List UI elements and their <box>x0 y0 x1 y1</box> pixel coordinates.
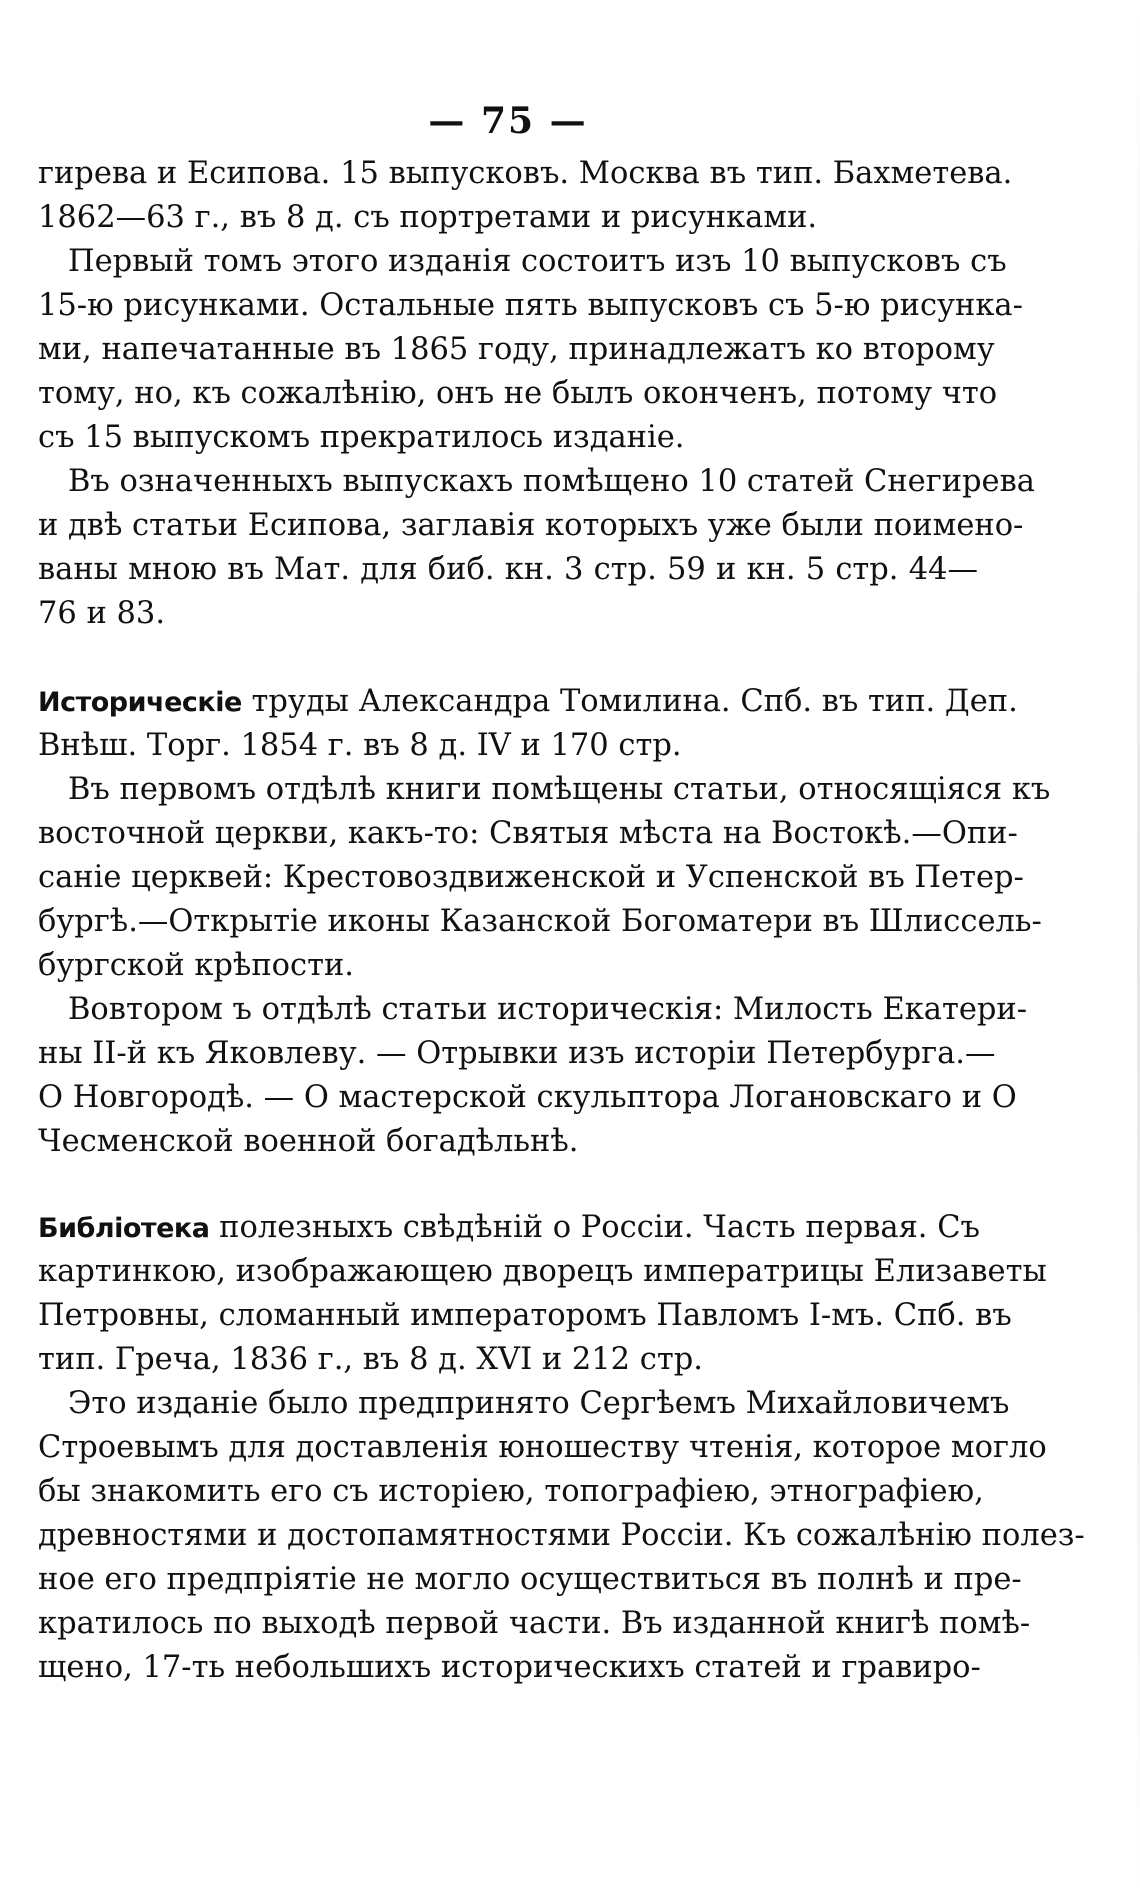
text-line: ваны мною въ Мат. для биб. кн. 3 стр. 59 и кн. 5 стр. 44— <box>38 552 978 587</box>
text-line: ное его предпріятіе не могло осуществиться въ полнѣ и пре- <box>38 1562 1022 1597</box>
text-line: ны ІІ-й къ Яковлеву. — Отрывки изъ исторіи Петербурга.— <box>38 1036 996 1071</box>
text-line: Внѣш. Торг. 1854 г. въ 8 д. IV и 170 стр. <box>38 728 682 763</box>
text-line: Петровны, сломанный императоромъ Павломъ І-мъ. Спб. въ <box>38 1298 1012 1333</box>
text-line: Первый томъ этого изданія состоитъ изъ 10 выпусковъ съ <box>68 244 1007 279</box>
entry-title-line <box>38 1206 978 1250</box>
text-line: Въ означенныхъ выпускахъ помѣщено 10 статей Снегирева <box>68 464 1035 499</box>
entry-lead-word: Библіотека <box>38 1213 210 1244</box>
text-line: бургѣ.—Открытіе иконы Казанской Богоматери въ Шлиссель- <box>38 904 1042 939</box>
text-line: и двѣ статьи Есипова, заглавія которыхъ уже были поимено- <box>38 508 1024 543</box>
text-line: 15-ю рисунками. Остальные пять выпусковъ съ 5-ю рисунка- <box>38 288 1023 323</box>
text-line: 1862—63 г., въ 8 д. съ портретами и рисунками. <box>38 200 818 235</box>
text-line: Въ первомъ отдѣлѣ книги помѣщены статьи, относящіяся къ <box>68 772 1051 807</box>
text-line: съ 15 выпускомъ прекратилось изданіе. <box>38 420 685 455</box>
text-line: ми, напечатанные въ 1865 году, принадлежатъ ко второму <box>38 332 995 367</box>
text-line: Чесменской военной богадѣльнѣ. <box>38 1124 579 1159</box>
entry-title-text: полезныхъ свѣдѣній о Россіи. Часть первая. Съ <box>219 1210 980 1245</box>
entry-title-line <box>38 680 1018 724</box>
text-line: 76 и 83. <box>38 596 166 631</box>
text-line: Строевымъ для доставленія юношеству чтенія, которое могло <box>38 1430 1047 1465</box>
text-line: тип. Греча, 1836 г., въ 8 д. XVI и 212 стр. <box>38 1342 703 1377</box>
text-line: картинкою, изображающею дворецъ императрицы Елизаветы <box>38 1254 1047 1289</box>
text-line: древностями и достопамятностями Россіи. Къ сожалѣнію полез- <box>38 1518 1085 1553</box>
entry-title-text: труды Александра Томилина. Спб. въ тип. Деп. <box>251 684 1018 719</box>
book-page <box>38 0 1085 1904</box>
text-line: кратилось по выходѣ первой части. Въ изданной книгѣ помѣ- <box>38 1606 1031 1641</box>
text-line: Вовтором ъ отдѣлѣ статьи историческія: Милость Екатери- <box>68 992 1028 1027</box>
text-line: саніе церквей: Крестовоздвиженской и Успенской въ Петер- <box>38 860 1024 895</box>
text-line: бургской крѣпости. <box>38 948 354 983</box>
text-line: Это изданіе было предпринято Сергѣемъ Михайловичемъ <box>68 1386 1010 1421</box>
text-line: бы знакомить его съ исторіею, топографіею, этнографіею, <box>38 1474 984 1509</box>
text-line: восточной церкви, какъ-то: Святыя мѣста на Востокѣ.—Опи- <box>38 816 1018 851</box>
page-number: — 75 — <box>428 100 588 142</box>
text-line: О Новгородѣ. — О мастерской скульптора Логановскаго и О <box>38 1080 1017 1115</box>
text-line: щено, 17-ть небольшихъ историческихъ статей и гравиро- <box>38 1650 981 1685</box>
text-line: тому, но, къ сожалѣнію, онъ не былъ оконченъ, потому что <box>38 376 998 411</box>
entry-lead-word: Историческіе <box>38 687 242 718</box>
text-line: гирева и Есипова. 15 выпусковъ. Москва въ тип. Бахметева. <box>38 156 1013 191</box>
